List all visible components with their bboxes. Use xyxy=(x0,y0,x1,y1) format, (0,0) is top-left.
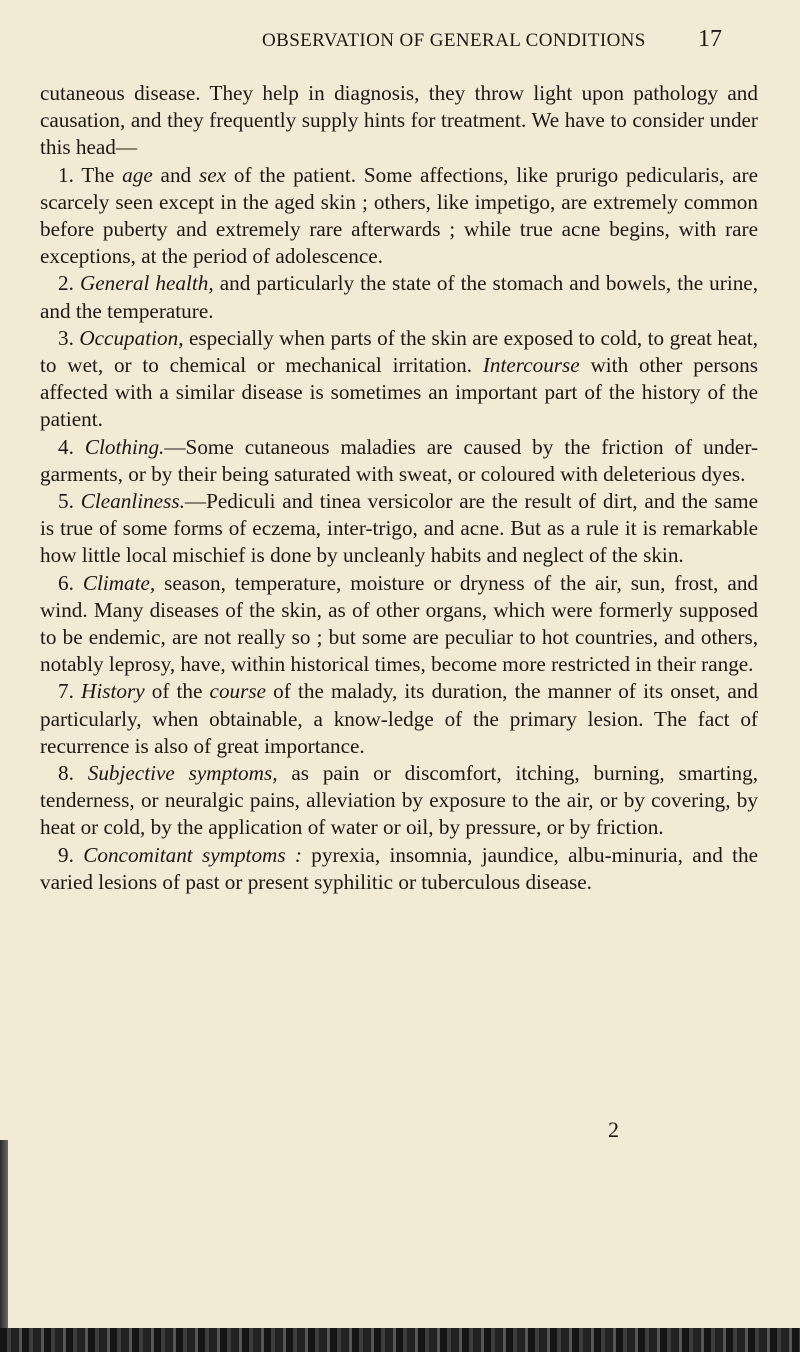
item-text: as pain or discomfort, itching, burning, smarting, tenderness, or neuralgic pains, alleviation by exposure to the air, or by covering, by heat or cold, by the application of water or oil, by pressure, or by friction. xyxy=(40,761,758,840)
item-number: 6. xyxy=(58,570,74,595)
item-number: 2. xyxy=(58,271,74,296)
item-term: age xyxy=(122,162,153,187)
item-text: with other persons affected with a similar disease is sometimes an important part of the history of the patient. xyxy=(40,353,758,432)
item-term: Subjective symptoms, xyxy=(87,761,278,786)
running-head xyxy=(0,26,800,60)
binding-edge xyxy=(0,1140,8,1330)
item-text: and particularly the state of the stomach and bowels, the urine, and the temperature. xyxy=(40,271,759,323)
item-text: The xyxy=(73,162,123,187)
item-text: of the malady, its duration, the manner of its onset, and particularly, when obtainable, a know-ledge of the primary lesion. The fact of recurrence is also of great importance. xyxy=(40,679,758,758)
item-text: —Pediculi and tinea versicolor are the result of dirt, and the same is true of some forms of eczema, inter-trigo, and acne. But as a rule it is remarkable how little local mischief is done by uncleanly habits and neglect of the skin. xyxy=(40,489,759,568)
item-term: sex xyxy=(198,162,227,187)
list-item xyxy=(40,842,758,896)
item-number: 5. xyxy=(58,489,74,514)
item-term: Cleanliness. xyxy=(80,489,185,514)
item-number: 4. xyxy=(58,434,74,459)
item-term: Clothing. xyxy=(84,434,165,459)
item-term: General health, xyxy=(79,271,214,296)
scan-edge-band xyxy=(0,1328,800,1352)
signature-mark: 2 xyxy=(608,1117,619,1142)
list-item xyxy=(40,678,758,760)
item-term: History xyxy=(81,679,145,704)
item-term: Climate, xyxy=(82,570,156,595)
list-item xyxy=(40,325,758,434)
item-text: especially when parts of the skin are exposed to cold, to great heat, to wet, or to chemical or mechanical irritation. xyxy=(40,325,758,378)
page-number: 17 xyxy=(698,26,722,52)
item-text: of the patient. Some affections, like prurigo pedicularis, are scarcely seen except in the aged skin ; others, like impetigo, are extremely common before puberty and extremely rare afterwards ; while true acne begins, with rare exceptions, at the period of adolescence. xyxy=(40,162,759,269)
intro-paragraph: cutaneous disease. They help in diagnosis, they throw light upon pathology and causation, and they frequently supply hints for treatment. We have to consider under this head— xyxy=(40,81,758,160)
item-number: 3. xyxy=(58,325,74,350)
item-term: Concomitant symptoms : xyxy=(83,842,302,867)
list-item xyxy=(40,434,758,488)
item-term: Intercourse xyxy=(482,353,580,378)
item-text: season, temperature, moisture or dryness of the air, sun, frost, and wind. Many diseases of the skin, as of other organs, which were formerly supposed to be endemic, are not really so ; but some are peculiar to hot countries, and others, notably leprosy, have, within historical times, become more restricted in their range. xyxy=(40,570,759,677)
list-item xyxy=(40,270,758,324)
item-number: 7. xyxy=(58,679,74,704)
item-text: and xyxy=(152,162,199,187)
item-text: of the xyxy=(144,679,210,704)
list-item xyxy=(40,488,758,570)
item-number: 9. xyxy=(58,842,74,867)
body-text xyxy=(40,80,758,896)
list-item xyxy=(40,570,758,679)
list-item xyxy=(40,760,758,842)
item-text: —Some cutaneous maladies are caused by the friction of under-garments, or by their being saturated with sweat, or coloured with deleterious dyes. xyxy=(40,434,759,486)
item-number: 1. xyxy=(58,162,74,187)
list-item xyxy=(40,162,758,271)
item-term: course xyxy=(209,679,267,704)
running-head-title: OBSERVATION OF GENERAL CONDITIONS xyxy=(262,30,646,51)
item-term: Occupation, xyxy=(79,325,184,350)
item-number: 8. xyxy=(58,761,74,786)
item-text: pyrexia, insomnia, jaundice, albu-minuria, and the varied lesions of past or present syphilitic or tuberculous disease. xyxy=(40,842,758,894)
